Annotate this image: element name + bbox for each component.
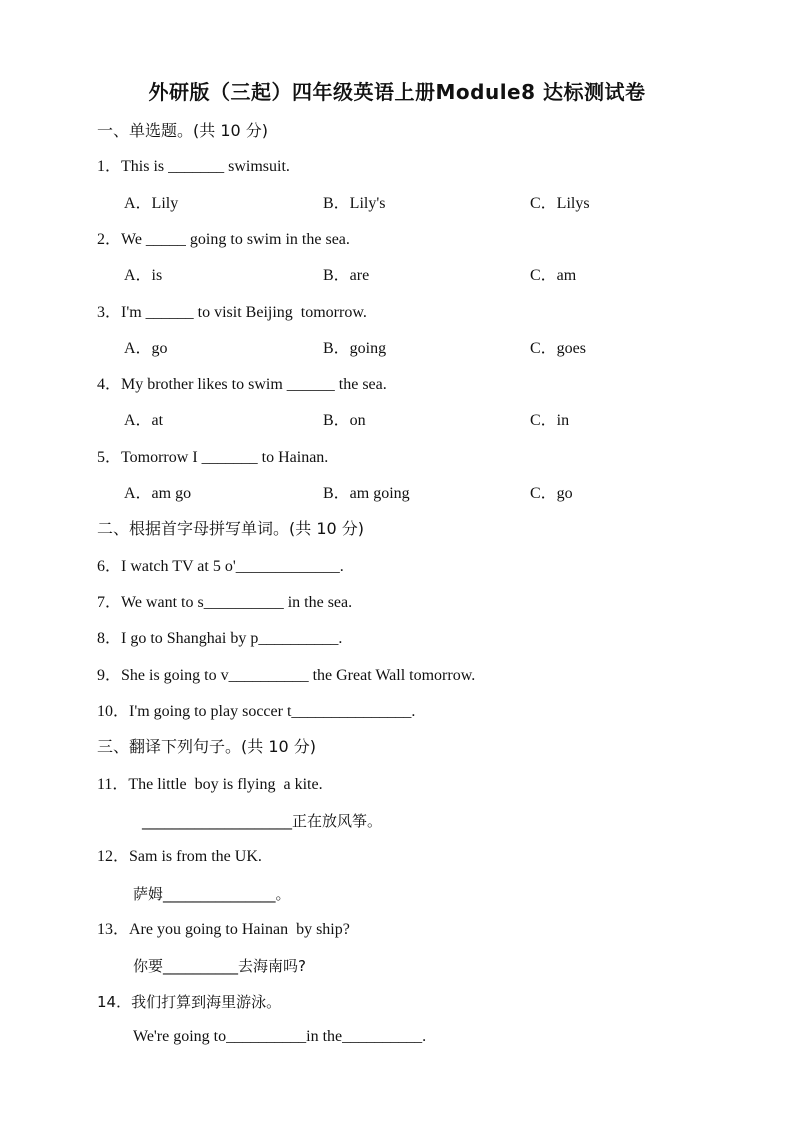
option-4a: A．at: [124, 412, 164, 429]
question-8: 8．I go to Shanghai by p__________.: [97, 630, 343, 647]
question-10: 10．I'm going to play soccer t_______________.: [97, 703, 416, 720]
question-3: 3．I'm ______ to visit Beijing tomorrow.: [97, 304, 367, 321]
option-1c: C．Lilys: [530, 195, 590, 212]
option-4b: B．on: [323, 412, 366, 429]
option-5a: A．am go: [124, 485, 192, 502]
option-5c: C．go: [530, 485, 573, 502]
question-12: 12．Sam is from the UK.: [97, 848, 262, 865]
option-1b: B．Lily's: [323, 195, 386, 212]
option-5b: B．am going: [323, 485, 410, 502]
option-4c: C．in: [530, 412, 570, 429]
question-5: 5．Tomorrow I _______ to Hainan.: [97, 449, 329, 466]
question-9: 9．She is going to v__________ the Great Wall tomorrow.: [97, 667, 476, 684]
answer-line-14: We're going to__________in the__________.: [133, 1028, 427, 1045]
option-2b: B．are: [323, 267, 370, 284]
section-heading-3: 三、翻译下列句子。(共 10 分): [97, 737, 317, 756]
option-2a: A．is: [124, 267, 163, 284]
answer-line-12: 萨姆_______________。: [133, 885, 291, 903]
option-2c: C．am: [530, 267, 577, 284]
question-4: 4．My brother likes to swim ______ the sea.: [97, 376, 387, 393]
option-3b: B．going: [323, 340, 387, 357]
question-6: 6．I watch TV at 5 o'_____________.: [97, 558, 344, 575]
question-14: 14．我们打算到海里游泳。: [97, 993, 282, 1011]
answer-line-13: 你要__________去海南吗?: [133, 957, 306, 975]
question-11: 11．The little boy is flying a kite.: [97, 776, 323, 793]
section-heading-2: 二、根据首字母拼写单词。(共 10 分): [97, 519, 365, 538]
question-13: 13．Are you going to Hainan by ship?: [97, 921, 350, 938]
section-heading-1: 一、单选题。(共 10 分): [97, 121, 269, 140]
option-3c: C．goes: [530, 340, 587, 357]
page-title: 外研版（三起）四年级英语上册Module8 达标测试卷: [148, 80, 646, 104]
question-1: 1．This is _______ swimsuit.: [97, 158, 290, 175]
option-1a: A．Lily: [124, 195, 179, 212]
question-2: 2．We _____ going to swim in the sea.: [97, 231, 350, 248]
option-3a: A．go: [124, 340, 168, 357]
answer-line-11: ____________________正在放风筝。: [142, 812, 383, 830]
question-7: 7．We want to s__________ in the sea.: [97, 594, 353, 611]
